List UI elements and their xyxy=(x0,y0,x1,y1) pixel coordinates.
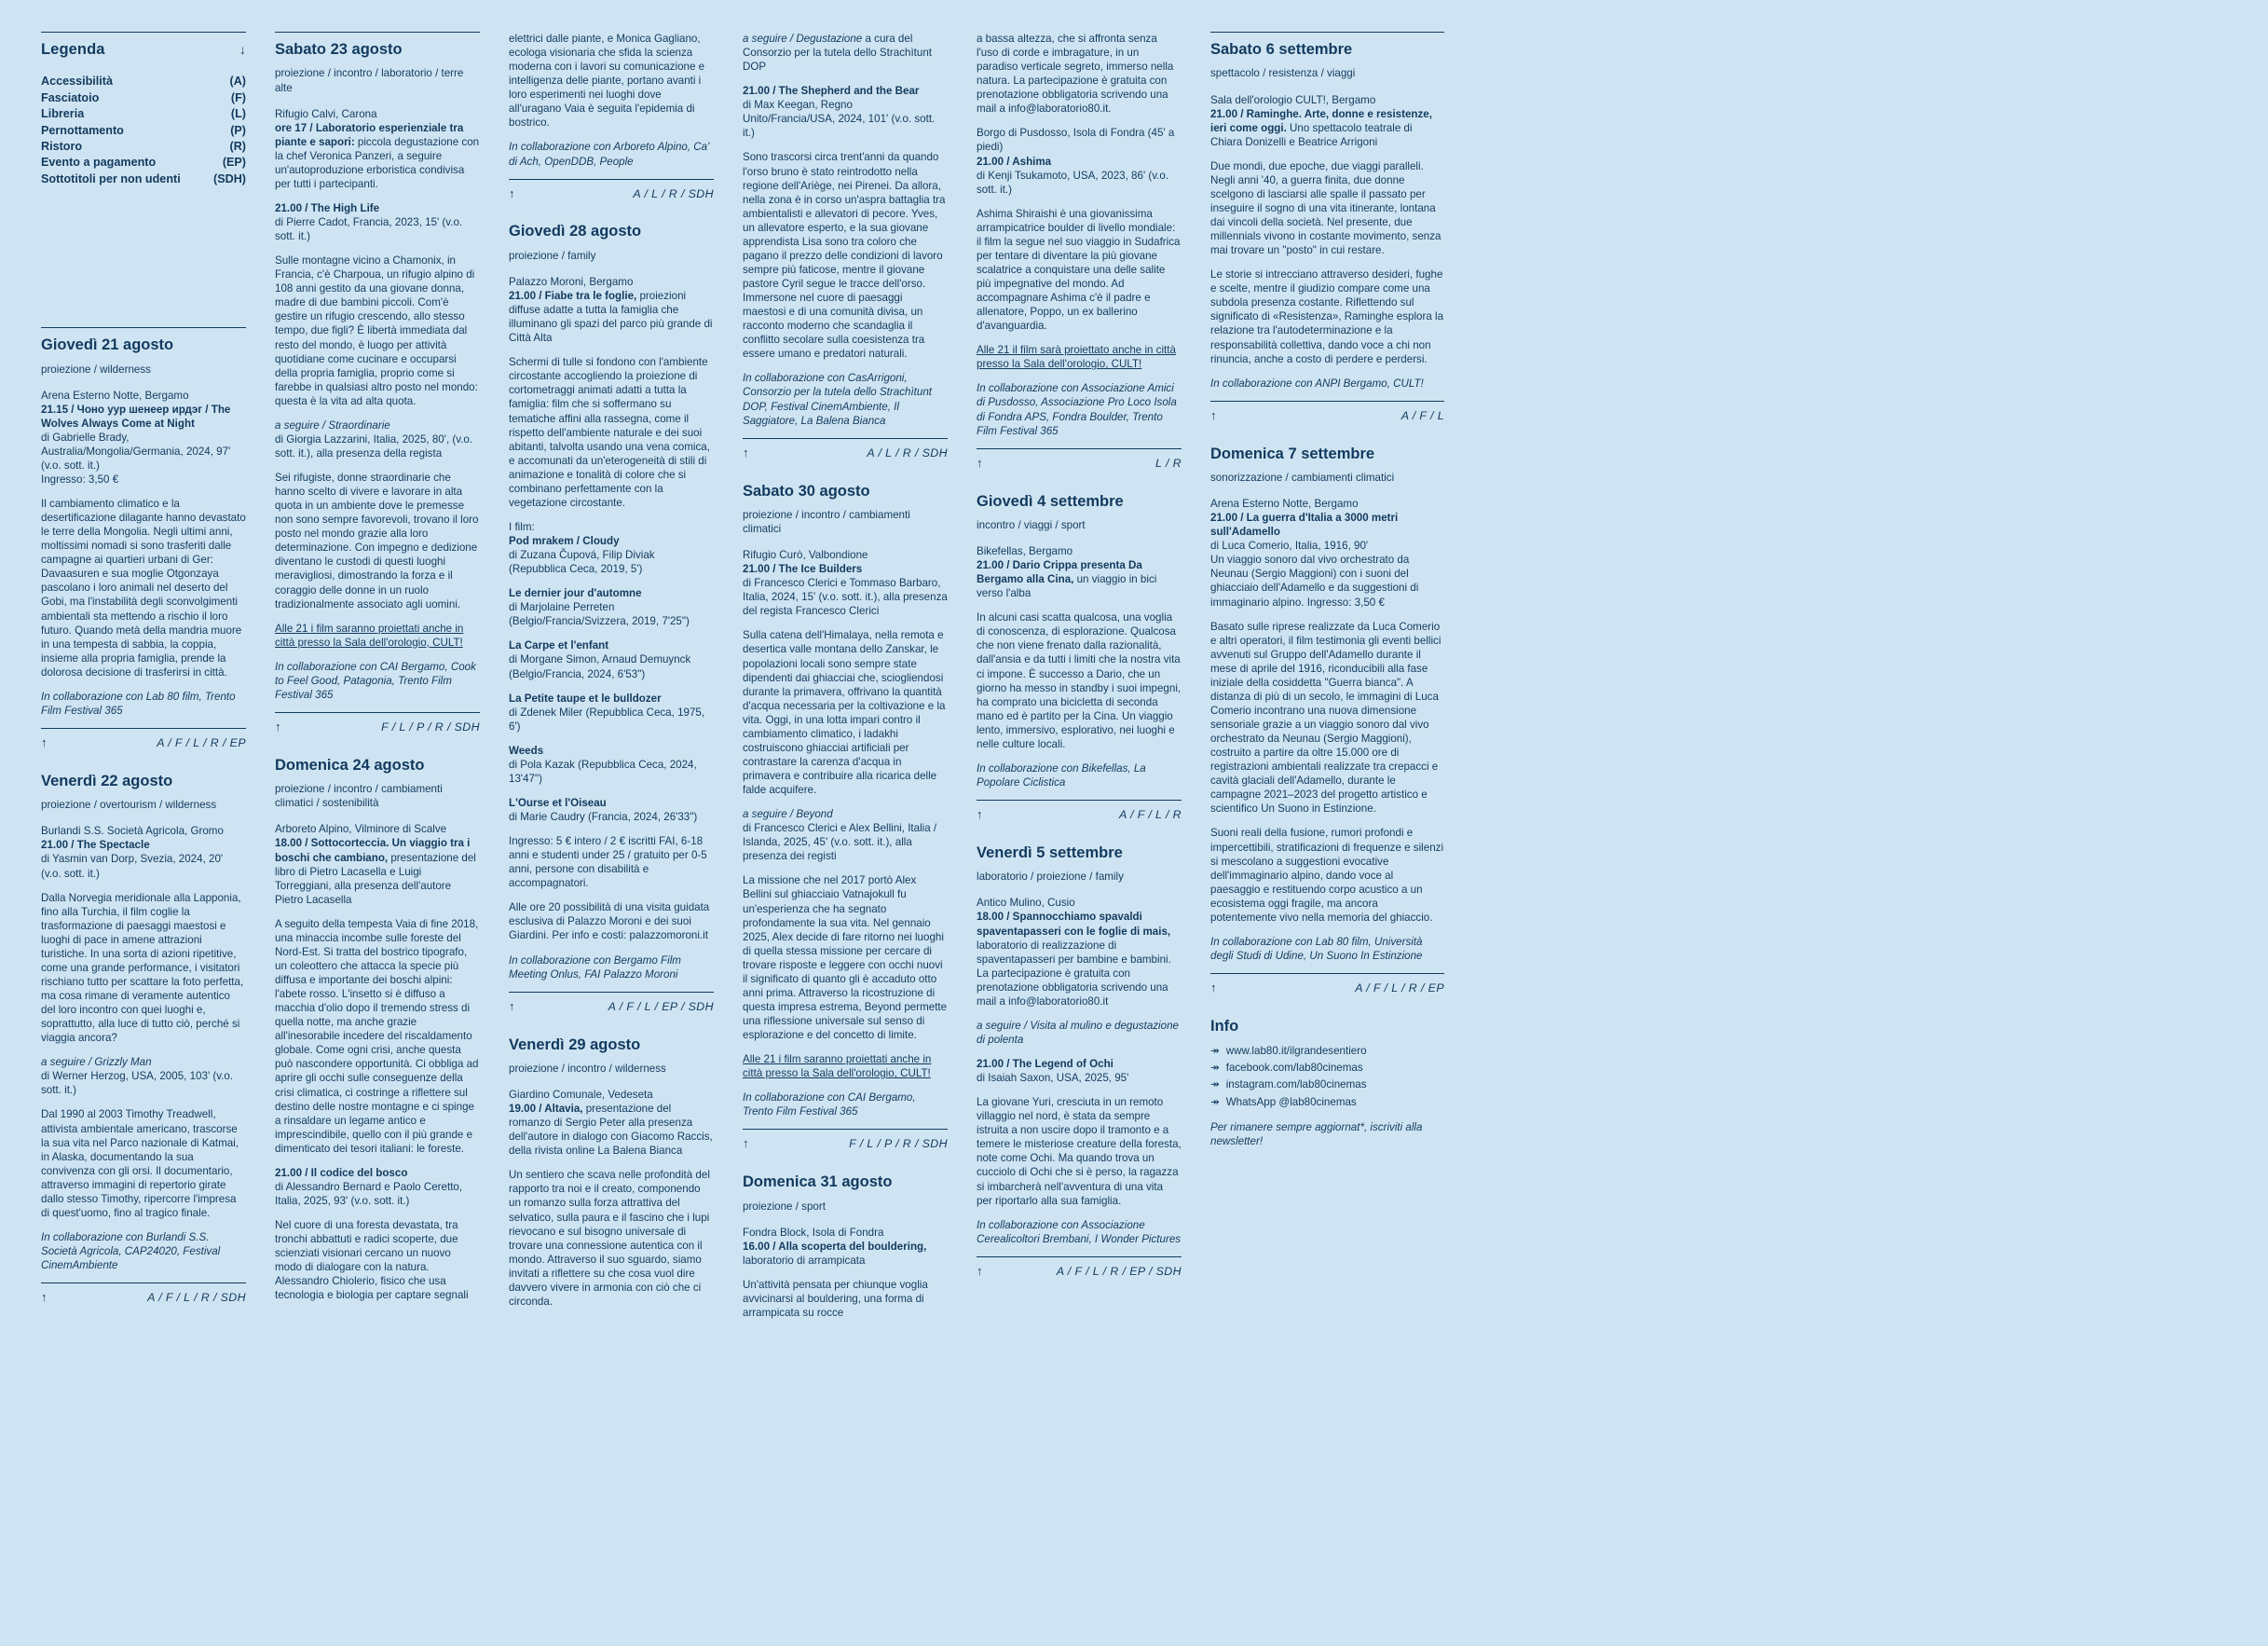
divider xyxy=(41,327,246,328)
event-venue: Bikefellas, Bergamo xyxy=(977,545,1073,558)
film-credit: di Morgane Simon, Arnaud Demuynck (Belgio/Francia, 2024, 6'53") xyxy=(509,653,691,680)
continued-text: elettrici dalle piante, e Monica Gagliano, ecologa visionaria che sfida la scienza moderna con i lavori su comunicazione e intelligenza delle piante, portano avanti i loro esperimenti nei luoghi dove all'uragano Vaia è seguita l'epidemia di bostrico. xyxy=(509,33,705,130)
event-credit: di Isaiah Saxon, USA, 2025, 95' xyxy=(977,1072,1129,1085)
event-day-title: Domenica 31 agosto xyxy=(743,1173,893,1191)
event-second-description: La missione che nel 2017 portò Alex Bellini sul ghiacciaio Vatnajokull fu un'esperienza che ha segnato profondamente la sua vita. Nel gennaio 2025, Alex decide di fare ritorno nei luoghi di quella stessa missione per cercare di trovare risposte e leggere con occhi nuovi il significato di quanto gli è accaduto otto anni prima. Attraverso la ricostruzione di questa impresa estrema, Beyond permette una riflessione universale sul senso di esplorazione e del concetto di limite. xyxy=(743,874,948,1042)
event-collaborators: In collaborazione con CAI Bergamo, Cook to Feel Good, Patagonia, Trento Film Festival 365 xyxy=(275,660,476,701)
legend-item xyxy=(41,123,246,139)
event-credit: di Gabrielle Brady, Australia/Mongolia/Germania, 2024, 97' (v.o. sott. it.) xyxy=(41,431,231,472)
event-description: A seguito della tempesta Vaia di fine 2018, una minaccia incombe sulle foreste del Nord-Est. Si tratta del bostrico tipografo, un coleottero che attacca la specie più diffusa e importante dei boschi alpini: l'abete rosso. L'insetto si è diffuso a macchia d'olio dopo il tremendo stress di quella notte, ma anche grazie all'inesorabile incedere del riscaldamento globale. Come ogni crisi, anche questa può nascondere opportunità. Ci obbliga ad aprire gli occhi sulle conseguenze della crisi climatica, ci costringe a riflettere sul destino delle nostre montagne e ci spinge a rinsaldare un legame antico e imprescindibile, quello con il più grande e dimenticato dei tesori italiani: le foreste. xyxy=(275,917,479,1155)
event-description: Sono trascorsi circa trent'anni da quando l'orso bruno è stato reintrodotto nella regione dell'Ariège, nei Pirenei. Da allora, nella zona è in corso un'aspra battaglia tra ambientalisti e allevatori di pecore. Yves, un allevatore esperto, e la sua giovane apprendista Lisa sono tra coloro che pagano il prezzo delle condizioni di lavoro sempre più faticose, mentre il giovane pastore Cyril segue le tracce dell'orso. Immersone nel cuore di paesaggi maestosi e di una comunità divisa, un racconto moderno che scandaglia il conflitto secolare sulla coesistenza tra essere umano e predatori naturali. xyxy=(743,151,946,361)
event-collaborators: In collaborazione con Lab 80 film, Trento Film Festival 365 xyxy=(41,690,236,717)
film-credit: di Pola Kazak (Repubblica Ceca, 2024, 13'47") xyxy=(509,758,697,785)
event-footer xyxy=(509,992,714,1015)
info-link-label: www.lab80.it/ilgrandesentiero xyxy=(1225,1045,1367,1058)
event-price: Ingresso: 3,50 € xyxy=(41,473,119,486)
event-collaborators: In collaborazione con Associazione Amici di Pusdosso, Associazione Pro Loco Isola di Fondra APS, Fondra Boulder, Trento Film Festival 365 xyxy=(977,382,1177,437)
legend-item xyxy=(41,139,246,155)
legend-item-code: (L) xyxy=(230,107,246,121)
event-venue: Arboreto Alpino, Vilminore di Scalve xyxy=(275,823,447,836)
film-credit: di Zdenek Miler (Repubblica Ceca, 1975, 6') xyxy=(509,706,705,733)
event-credit: di Kenji Tsukamoto, USA, 2023, 86' (v.o. sott. it.) xyxy=(977,169,1169,196)
event-second-credit: di Alessandro Bernard e Paolo Ceretto, Italia, 2025, 93' (v.o. sott. it.) xyxy=(275,1180,463,1207)
event-tags: proiezione / incontro / cambiamenti climatici / sostenibilità xyxy=(275,783,443,810)
legend-item-code: (SDH) xyxy=(213,171,246,185)
film-title: Pod mrakem / Cloudy xyxy=(509,535,620,548)
event-second-title: a seguire / Degustazione xyxy=(743,33,863,45)
event-collaborators: In collaborazione con CasArrigoni, Consorzio per la tutela dello Strachìtunt DOP, Festival CinemAmbiente, Il Saggiatore, La Balena Bianca xyxy=(743,372,933,427)
arrow-up-icon: ↑ xyxy=(41,1290,48,1305)
event-second-credit: di Werner Herzog, USA, 2005, 103' (v.o. sott. it.) xyxy=(41,1070,234,1097)
info-link[interactable] xyxy=(1210,1077,1444,1091)
continued-text: a bassa altezza, che si affronta senza l'uso di corde e imbragature, in un paradiso verticale segreto, immerso nella natura. La partecipazione è gratuita con prenotazione obbligatoria scrivendo una mail a info@laboratorio80.it. xyxy=(977,33,1174,116)
event-time-title: 21.00 / Ashima xyxy=(977,155,1052,168)
info-link-label: WhatsApp @lab80cinemas xyxy=(1225,1095,1357,1108)
event-venue: Arena Esterno Notte, Bergamo xyxy=(41,389,189,402)
event-footer xyxy=(1210,973,1444,996)
event-description: Basato sulle riprese realizzate da Luca Comerio e altri operatori, il film testimonia gli eventi bellici avvenuti sul Gruppo dell'Adamello durante il mese di aprile del 1916, riconducibili alla fase iniziale della cosiddetta "Guerra bianca". A distanza di più di un secolo, le immagini di Luca Comerio incontrano una nuova dimensione sensoriale grazie a un viaggio sonoro dal vivo orchestrato da Neunau (Sergio Maggioni), costruito a partire da oltre 15.000 ore di registrazioni ambientali realizzate tra crepacci e cavità glaciali dell'Adamello, durante le campagne 2021–2023 del progetto artistico e scientifico Un Suono in Estinzione. xyxy=(1210,620,1441,816)
divider xyxy=(1210,32,1444,33)
event-time-description: laboratorio di arrampicata xyxy=(743,1254,866,1267)
event-second-title: a seguire / Visita al mulino e degustazione di polenta xyxy=(977,1019,1179,1046)
arrow-up-icon: ↑ xyxy=(977,1263,983,1278)
event-day-title: Venerdì 29 agosto xyxy=(509,1036,641,1053)
columns-container xyxy=(41,32,2227,1627)
arrow-right-icon: ↠ xyxy=(1210,1062,1220,1075)
film-credit: di Marie Caudry (Francia, 2024, 26'33") xyxy=(509,811,698,824)
event-service-codes: A / F / L xyxy=(1400,408,1444,422)
divider xyxy=(41,32,246,33)
arrow-right-icon: ↠ xyxy=(1210,1045,1220,1058)
legend-item xyxy=(41,90,246,106)
event-collaborators: In collaborazione con Bergamo Film Meeting Onlus, FAI Palazzo Moroni xyxy=(509,953,681,981)
event-time-description: un viaggio in bici verso l'alba xyxy=(977,573,1157,600)
event-collaborators: In collaborazione con Lab 80 film, Università degli Studi di Udine, Un Suono In Estinzione xyxy=(1210,935,1423,962)
event-tags: sonorizzazione / cambiamenti climatici xyxy=(1210,472,1395,485)
film-title: Le dernier jour d'automne xyxy=(509,587,642,600)
event-second-description: a cura del Consorzio per la tutela dello Strachìtunt DOP xyxy=(743,33,933,74)
film-title: La Petite taupe et le bulldozer xyxy=(509,692,662,705)
event-day-title: Giovedì 21 agosto xyxy=(41,336,174,354)
event-description: In alcuni casi scatta qualcosa, una voglia di conoscenza, di esplorazione. Qualcosa che non viene frenato dalla razionalità, dall'ansia e da tutti i limiti che la nostra vita ci impone. È successo a Dario, che un giorno ha messo in standby i suoi impegni, ha comprato una bicicletta di seconda mano ed è partito per la Cina. Un viaggio lento, immersivo, esplorativo, nei luoghi e nelle culture locali. xyxy=(977,611,1182,750)
event-time-title-2: 21.00 / The Legend of Ochi xyxy=(977,1058,1114,1071)
legend-item xyxy=(41,155,246,171)
event-collaborators: In collaborazione con CAI Bergamo, Trento Film Festival 365 xyxy=(743,1091,916,1118)
film-credit: di Marjolaine Perreten (Belgio/Francia/Svizzera, 2019, 7'25") xyxy=(509,601,690,628)
legend-item-code: (EP) xyxy=(222,156,246,170)
event-footer xyxy=(41,728,246,751)
event-second-title: a seguire / Beyond xyxy=(743,808,833,821)
event-price: Ingresso: 5 € intero / 2 € iscritti FAI, 6-18 anni e studenti under 25 / gratuito per 0-5 anni, persone con disabilità e accompagnatori. xyxy=(509,835,707,890)
event-second-description: Dal 1990 al 2003 Timothy Treadwell, attivista ambientale americano, trascorse la sua vita nel Parco nazionale di Katmai, in Alaska, documentando la sua convivenza con gli orsi. Il documentario, attraverso immagini di repertorio girate dallo stesso Timothy, ripercorre l'impresa di quest'uomo, fino al tragico finale. xyxy=(41,1108,239,1219)
legend-item-label: Ristoro xyxy=(41,139,83,153)
event-time-title: 19.00 / Altavia, xyxy=(509,1103,583,1116)
legend-list xyxy=(41,74,246,187)
event-footer xyxy=(977,1256,1182,1280)
legend-item-label: Evento a pagamento xyxy=(41,156,157,170)
legend-item-label: Accessibilità xyxy=(41,75,114,89)
event-day-title: Sabato 30 agosto xyxy=(743,482,870,500)
arrow-up-icon: ↑ xyxy=(509,185,515,200)
event-collaborators: In collaborazione con Arboreto Alpino, Ca' di Ach, OpenDDB, People xyxy=(509,141,710,168)
event-service-codes: A / F / L / R / EP / SDH xyxy=(1056,1264,1182,1278)
film-title: Weeds xyxy=(509,744,544,757)
info-link-label: facebook.com/lab80cinemas xyxy=(1225,1062,1363,1075)
event-venue: Palazzo Moroni, Bergamo xyxy=(509,275,634,288)
event-tags: proiezione / incontro / laboratorio / terre alte xyxy=(275,67,464,94)
event-credit: di Francesco Clerici e Tommaso Barbaro, Italia, 2024, 15' (v.o. sott. it.), alla presenza del regista Francesco Clerici xyxy=(743,577,948,618)
legend-header xyxy=(41,40,246,67)
arrow-up-icon: ↑ xyxy=(977,807,983,822)
films-label: I film: xyxy=(509,520,535,533)
divider xyxy=(275,32,480,33)
event-credit: di Pierre Cadot, Francia, 2023, 15' (v.o. sott. it.) xyxy=(275,216,463,243)
info-link[interactable] xyxy=(1210,1095,1444,1109)
event-time-title: 18.00 / Sottocorteccia. Un viaggio tra i boschi che cambiano, xyxy=(275,837,471,864)
event-second-description: Sei rifugiste, donne straordinarie che hanno scelto di vivere e lavorare in alta quota in un ambiente dove le premesse non sono sempre favorevoli, trovano il loro posto nel mondo grazie alla loro determinazione. Con impegno e dedizione diventano le custodi di questi luoghi meravigliosi, dimostrando la forza e il coraggio delle donne in un ruolo tradizionalmente associato agli uomini. xyxy=(275,472,479,610)
event-service-codes: A / L / R / SDH xyxy=(867,446,948,460)
event-venue: Sala dell'orologio CULT!, Bergamo xyxy=(1210,93,1376,106)
event-day-title: Domenica 7 settembre xyxy=(1210,445,1375,462)
column-5 xyxy=(977,32,1210,1627)
legend-item-code: (R) xyxy=(229,139,246,153)
arrow-up-icon: ↑ xyxy=(1210,981,1217,995)
event-time-title: 21.00 / Raminghe. Arte, donne e resistenze, ieri come oggi. xyxy=(1210,107,1432,134)
event-lab-description: piccola degustazione con la chef Veronica Panzeri, a seguire un'autoproduzione erboristica condivisa per tutti i partecipanti. xyxy=(275,135,480,190)
event-tags: incontro / viaggi / sport xyxy=(977,518,1086,531)
event-footer xyxy=(977,800,1182,823)
event-tags: proiezione / overtourism / wilderness xyxy=(41,799,217,812)
event-service-codes: F / L / P / R / SDH xyxy=(849,1137,948,1151)
event-time-title: 21.15 / Чоно уур шенеер ирдэг / The Wolves Always Come at Night xyxy=(41,403,231,430)
event-time-title: 16.00 / Alla scoperta del bouldering, xyxy=(743,1240,927,1253)
event-venue: Rifugio Curò, Valbondione xyxy=(743,549,868,562)
event-second-credit: di Giorgia Lazzarini, Italia, 2025, 80', (v.o. sott. it.), alla presenza della regista xyxy=(275,432,473,460)
legend-item-code: (A) xyxy=(229,75,246,89)
event-service-codes: A / F / L / R xyxy=(1119,808,1182,822)
arrow-up-icon: ↑ xyxy=(275,719,281,734)
event-footer xyxy=(1210,401,1444,424)
arrow-up-icon: ↑ xyxy=(977,455,983,470)
info-link[interactable] xyxy=(1210,1044,1444,1058)
event-venue: Rifugio Calvi, Carona xyxy=(275,107,377,120)
column-2 xyxy=(275,32,509,1627)
event-tags: proiezione / wilderness xyxy=(41,363,151,376)
event-lab-title: ore 17 / Laboratorio esperienziale tra piante e sapori: xyxy=(275,121,464,148)
event-note: Alle ore 20 possibilità di una visita guidata esclusiva di Palazzo Moroni e dei suoi Giardini. Per info e costi: palazzomoroni.it xyxy=(509,901,710,942)
arrow-down-icon: ↓ xyxy=(239,42,246,57)
event-footer xyxy=(275,712,480,735)
arrow-right-icon: ↠ xyxy=(1210,1095,1220,1108)
event-subtitle: Un viaggio sonoro dal vivo orchestrato da Neunau (Sergio Maggioni) con i suoni del ghiacciaio dell'Adamello e da suggestioni di immaginario alpino. Ingresso: 3,50 € xyxy=(1210,554,1419,609)
arrow-up-icon: ↑ xyxy=(743,445,749,460)
event-venue: Fondra Block, Isola di Fondra xyxy=(743,1226,884,1239)
event-note: Alle 21 i film saranno proiettati anche in città presso la Sala dell'orologio, CULT! xyxy=(275,622,464,649)
arrow-up-icon: ↑ xyxy=(1210,407,1217,422)
info-title: Info xyxy=(1210,1017,1239,1035)
event-tags: proiezione / incontro / wilderness xyxy=(509,1062,666,1075)
event-day-title: Venerdì 5 settembre xyxy=(977,844,1123,861)
event-collaborators: In collaborazione con Bikefellas, La Popolare Ciclistica xyxy=(977,761,1146,789)
event-note: Alle 21 i film saranno proiettati anche in città presso la Sala dell'orologio, CULT! xyxy=(743,1053,932,1080)
event-description-2: Suoni reali della fusione, rumori profondi e impercettibili, stratificazioni di frequenze e silenzi si mescolano a suggestioni evocative dell'immaginario alpino, dando voce al paesaggio e restituendo corpo acustico a un ecosistema oggi fragile, ma ancora potentemente vivo nella memoria del ghiaccio. xyxy=(1210,827,1444,924)
event-service-codes: A / F / L / R / EP xyxy=(157,735,246,749)
event-time-title: 21.00 / La guerra d'Italia a 3000 metri sull'Adamello xyxy=(1210,512,1399,539)
event-description: Schermi di tulle si fondono con l'ambiente circostante accogliendo la proiezione di cortometraggi animati adatti a tutta la famiglia: film che si soffermano su tematiche affini alla rassegna, come il rispetto dell'ambiente naturale e dei suoi abitanti, talvolta usando una vena comica, e accomunati da un'eterogeneità di stili di animazione e tonalità di colore che si combinano perfettamente con la vegetazione circostante. xyxy=(509,356,710,509)
event-note: La partecipazione è gratuita con prenotazione obbligatoria scrivendo una mail a info@laboratorio80.it xyxy=(977,967,1168,1008)
column-3 xyxy=(509,32,743,1627)
event-credit: di Max Keegan, Regno Unito/Francia/USA, 2024, 101' (v.o. sott. it.) xyxy=(743,99,936,140)
legend-item-label: Pernottamento xyxy=(41,123,124,137)
event-credit: di Luca Comerio, Italia, 1916, 90' xyxy=(1210,540,1369,553)
arrow-up-icon: ↑ xyxy=(41,734,48,749)
event-description: Sulle montagne vicino a Chamonix, in Francia, c'è Charpoua, un rifugio alpino di 108 anni gestito da una giovane donna, madre di due bambini piccoli. Com'è gestire un rifugio crescendo, allo stesso tempo, due figli? È libertà immediata dal resto del mondo, è luogo per attività quotidiane come cucinare e occuparsi della propria famiglia, proprio come si farebbe in qualsiasi altro posto nel mondo: questa è la vita ad alta quota. xyxy=(275,254,478,407)
event-credit: di Yasmin van Dorp, Svezia, 2024, 20' (v.o. sott. it.) xyxy=(41,853,224,880)
info-link-label: instagram.com/lab80cinemas xyxy=(1225,1078,1367,1091)
event-tags: proiezione / family xyxy=(509,249,596,262)
event-tags: proiezione / sport xyxy=(743,1200,826,1213)
event-description: Un sentiero che scava nelle profondità del rapporto tra noi e il creato, componendo un romanzo sulla forza attrattiva del selvatico, sulla paura e il fascino che i lupi rievocano e sul bisogno universale di trovare una connessione autentica con il mondo. Attraverso il suo sguardo, siamo invitati a riflettere su che cosa vuol dire davvero vivere in armonia con ciò che ci circonda. xyxy=(509,1169,710,1308)
legend-item xyxy=(41,74,246,89)
event-time-title: 21.00 / The Shepherd and the Bear xyxy=(743,85,920,98)
event-time-title: 21.00 / The Spectacle xyxy=(41,839,150,852)
event-service-codes: A / F / L / R / SDH xyxy=(147,1291,246,1305)
event-day-title: Venerdì 22 agosto xyxy=(41,772,173,789)
event-day-title: Giovedì 4 settembre xyxy=(977,492,1124,510)
arrow-up-icon: ↑ xyxy=(509,998,515,1013)
event-footer xyxy=(509,179,714,202)
event-tags: spettacolo / resistenza / viaggi xyxy=(1210,67,1356,80)
event-day-title: Sabato 23 agosto xyxy=(275,41,403,58)
event-tags: proiezione / incontro / cambiamenti climatici xyxy=(743,508,910,536)
film-title: La Carpe et l'enfant xyxy=(509,639,609,652)
event-service-codes: F / L / P / R / SDH xyxy=(381,720,480,734)
event-venue: Burlandi S.S. Società Agricola, Gromo xyxy=(41,825,224,838)
event-day-title: Domenica 24 agosto xyxy=(275,756,425,774)
event-description: Due mondi, due epoche, due viaggi paralleli. Negli anni '40, a guerra finita, due donne scelgono di lasciarsi alle spalle il passato per inseguire il sogno di una vita itinerante, lontana dai vincoli della società. Nel presente, due millennials vivono in costante movimento, senza mai trovare un "posto" in cui restare. xyxy=(1210,159,1441,257)
event-time-title: 18.00 / Spannocchiamo spavaldi spaventapasseri con le foglie di mais, xyxy=(977,911,1171,938)
event-footer xyxy=(977,448,1182,472)
legend-item-code: (F) xyxy=(230,90,246,104)
event-second-description: Nel cuore di una foresta devastata, tra tronchi abbattuti e radici scoperte, due scienziati visionari cercano un nuovo modo di dialogare con la natura. Alessandro Chiolerio, fisico che usa tecnologia e biologia per captare segnali xyxy=(275,1219,469,1302)
event-time-description: presentazione del libro di Pietro Lacasella e Luigi Torreggiani, alla presenza dell'autore Pietro Lacasella xyxy=(275,851,476,906)
event-description: Ashima Shiraishi è una giovanissima arrampicatrice boulder di livello mondiale: il film la segue nel suo viaggio in Sudafrica per tentare di diventare la più giovane scalatrice a conquistare una delle salite più impegnative del mondo. Ad accompagnare Ashima c'è il padre e allenatore, Poppo, un ex ballerino d'avanguardia. xyxy=(977,207,1181,333)
legend-item xyxy=(41,106,246,122)
event-second-title: 21.00 / Il codice del bosco xyxy=(275,1166,408,1179)
event-time-description: presentazione del romanzo di Sergio Peter alla presenza dell'autore in dialogo con Giacomo Raccis, della rivista online La Balena Bianca xyxy=(509,1103,713,1158)
newsletter-note: Per rimanere sempre aggiornat*, iscriviti alla newsletter! xyxy=(1210,1120,1423,1147)
arrow-right-icon: ↠ xyxy=(1210,1078,1220,1091)
event-time-description: proiezioni diffuse adatte a tutta la famiglia che illuminano gli spazi del parco più grande di Città Alta xyxy=(509,290,713,345)
event-venue: Giardino Comunale, Vedeseta xyxy=(509,1089,653,1102)
event-footer xyxy=(743,438,948,461)
film-title: L'Ourse et l'Oiseau xyxy=(509,796,607,809)
event-collaborators: In collaborazione con Burlandi S.S. Società Agricola, CAP24020, Festival CinemAmbiente xyxy=(41,1230,221,1272)
column-4 xyxy=(743,32,977,1627)
event-venue: Arena Esterno Notte, Bergamo xyxy=(1210,498,1359,511)
event-time-title: 21.00 / The Ice Builders xyxy=(743,563,863,576)
event-time-title: 21.00 / Fiabe tra le foglie, xyxy=(509,290,637,303)
event-collaborators: In collaborazione con ANPI Bergamo, CULT! xyxy=(1210,377,1424,390)
event-tags: laboratorio / proiezione / family xyxy=(977,871,1124,884)
event-second-title: a seguire / Grizzly Man xyxy=(41,1056,152,1069)
event-description: Il cambiamento climatico e la desertificazione dilagante hanno devastato le terre della Mongolia. Negli ultimi anni, moltissimi nomadi si sono trasferiti dalle campagne ai quartieri urbani di Ger: Davaasuren e sua moglie Otgonzaya pascolano i loro animali nel deserto del Gobi, ma l'instabilità degli sconvolgimenti ambientali sta mettendo a rischio il loro futuro. Quando metà della mandria muore in una tempesta di sabbia, la coppia, insieme alla propria famiglia, prende la dolorosa decisione di trasferirsi in città. xyxy=(41,498,246,679)
event-time-description: Uno spettacolo teatrale di Chiara Donizelli e Beatrice Arrigoni xyxy=(1210,121,1413,148)
event-description-2: Le storie si intrecciano attraverso desideri, fughe e scelte, mentre il giudizio compare come una subdola presenza costante. Riflettendo sul significato di «Resistenza», Raminghe esplora la relazione tra l'autodeterminazione e la responsabilità collettiva, dando voce a chi non rinuncia, anche a costo di perdere e perdersi. xyxy=(1210,268,1444,365)
event-service-codes: L / R xyxy=(1155,456,1182,470)
spacer xyxy=(41,187,246,327)
legend-item-label: Libreria xyxy=(41,107,85,121)
legend-item-label: Sottotitoli per non udenti xyxy=(41,171,181,185)
column-1 xyxy=(41,32,275,1627)
event-second-credit: di Francesco Clerici e Alex Bellini, Italia / Islanda, 2025, 45' (v.o. sott. it.), alla presenza dei registi xyxy=(743,822,937,863)
legend-item-code: (P) xyxy=(230,123,246,137)
event-service-codes: A / F / L / R / EP xyxy=(1355,981,1444,995)
event-day-title: Sabato 6 settembre xyxy=(1210,41,1353,58)
event-footer xyxy=(41,1283,246,1306)
legend-item xyxy=(41,171,246,187)
event-day-title: Giovedì 28 agosto xyxy=(509,223,642,240)
film-credit: di Zuzana Čupová, Filip Diviak (Repubblica Ceca, 2019, 5') xyxy=(509,549,655,576)
event-note: Alle 21 il film sarà proiettato anche in città presso la Sala dell'orologio, CULT! xyxy=(977,344,1176,371)
event-footer xyxy=(743,1129,948,1152)
event-time-title: 21.00 / Dario Crippa presenta Da Bergamo alla Cina, xyxy=(977,559,1142,586)
column-6 xyxy=(1210,32,1444,1627)
event-time-title: 21.00 / The High Life xyxy=(275,201,380,214)
arrow-up-icon: ↑ xyxy=(743,1136,749,1151)
event-second-title: a seguire / Straordinarie xyxy=(275,418,390,432)
event-description: Sulla catena dell'Himalaya, nella remota e desertica valle montana dello Zanskar, le popolazioni locali sono sempre state dipendenti dai ghiacciai che, sciogliendosi durante la primavera, offrivano la quantità d'acqua necessaria per la coltivazione e la vita. Oggi, in una lotta impari contro il cambiamento climatico, i ladakhi costruiscono ghiacciai artificiali per contrastare la carenza d'acqua in primavera e contribuire alla ricarica delle falde acquifere. xyxy=(743,629,946,797)
event-description: La giovane Yuri, cresciuta in un remoto villaggio nel nord, è stata da sempre istruita a non uscire dopo il tramonto e a temere le misteriose creature della foresta, note come Ochi. Ma quando trova un cucciolo di Ochi che si è perso, la ragazza si imbarcherà nell'avventura di una vita per riportarlo alla sua famiglia. xyxy=(977,1096,1182,1207)
info-link[interactable] xyxy=(1210,1061,1444,1075)
event-description: Un'attività pensata per chiunque voglia avvicinarsi al bouldering, una forma di arrampicata su rocce xyxy=(743,1278,928,1320)
event-collaborators: In collaborazione con Associazione Cerealicoltori Brembani, I Wonder Pictures xyxy=(977,1218,1182,1245)
legend-item-label: Fasciatoio xyxy=(41,90,100,104)
event-venue: Antico Mulino, Cusio xyxy=(977,897,1075,910)
event-service-codes: A / F / L / EP / SDH xyxy=(608,999,714,1013)
event-venue: Borgo di Pusdosso, Isola di Fondra (45' a piedi) xyxy=(977,127,1175,154)
event-description: Dalla Norvegia meridionale alla Lapponia, fino alla Turchia, il film coglie la trasformazione di paesaggi maestosi e luoghi di pace in amene attrazioni turistiche. In una sorta di azioni ripetitive, come una grande performance, i visitatori rischiano tutto per scattare la foto perfetta, ma cosa rimane di veramente autentico del loro incontro con quei luoghi e, soprattutto, alla luce di tutto ciò, perché si viaggia ancora? xyxy=(41,891,244,1045)
event-service-codes: A / L / R / SDH xyxy=(633,186,714,200)
event-time-description: laboratorio di realizzazione di spaventapasseri per bambine e bambini. xyxy=(977,939,1171,966)
legend-title: Legenda xyxy=(41,41,105,58)
